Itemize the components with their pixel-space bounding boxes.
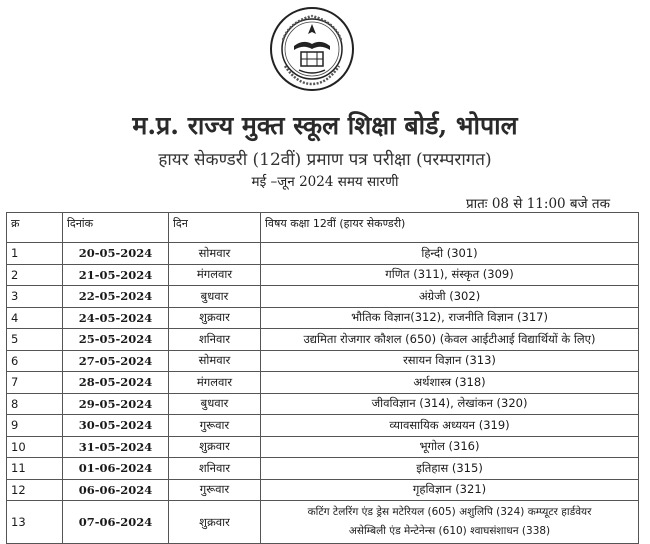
row-day: मंगलवार bbox=[169, 372, 261, 394]
row-subject: व्यावसायिक अध्ययन (319) bbox=[261, 415, 639, 437]
row-day: बुधवार bbox=[169, 393, 261, 415]
row-serial: 6 bbox=[7, 350, 63, 372]
row-date: 25-05-2024 bbox=[63, 329, 169, 351]
exam-time: प्रातः 08 से 11:00 बजे तक bbox=[465, 196, 610, 212]
row-subject: अंग्रेजी (302) bbox=[261, 286, 639, 308]
page-title: म.प्र. राज्य मुक्त स्कूल शिक्षा बोर्ड, भोपाल bbox=[132, 111, 518, 140]
board-seal-logo bbox=[269, 6, 355, 92]
row-serial: 12 bbox=[7, 479, 63, 501]
row-day: बुधवार bbox=[169, 286, 261, 308]
header-serial: क्र bbox=[7, 213, 63, 243]
row-day: गुरूवार bbox=[169, 415, 261, 437]
row-serial: 1 bbox=[7, 243, 63, 265]
row-subject: उद्यमिता रोजगार कौशल (650) (केवल आईटीआई विद्यार्थियों के लिए) bbox=[261, 329, 639, 351]
row-date: 24-05-2024 bbox=[63, 307, 169, 329]
exam-subtitle: हायर सेकण्डरी (12वीं) प्रमाण पत्र परीक्षा (परम्परागत) bbox=[158, 150, 492, 170]
row-day: गुरूवार bbox=[169, 479, 261, 501]
table-row bbox=[7, 350, 639, 372]
table-row bbox=[7, 329, 639, 351]
row-serial: 5 bbox=[7, 329, 63, 351]
row-day: शुक्रवार bbox=[169, 436, 261, 458]
row-date: 01-06-2024 bbox=[63, 458, 169, 480]
table-header-row bbox=[7, 213, 639, 243]
header-subject: विषय कक्षा 12वीं (हायर सेकण्डरी) bbox=[261, 213, 639, 243]
row-subject: भौतिक विज्ञान(312), राजनीति विज्ञान (317) bbox=[261, 307, 639, 329]
row-date: 31-05-2024 bbox=[63, 436, 169, 458]
row-subject: भूगोल (316) bbox=[261, 436, 639, 458]
row-subject-line-1: कटिंग टेलरिंग एंड ड्रेस मटेरियल (605) अशुलिपि (324) कम्प्यूटर हार्डवेयर bbox=[307, 506, 592, 518]
row-date: 21-05-2024 bbox=[63, 264, 169, 286]
row-date: 22-05-2024 bbox=[63, 286, 169, 308]
table-row bbox=[7, 393, 639, 415]
row-serial: 7 bbox=[7, 372, 63, 394]
header-date: दिनांक bbox=[63, 213, 169, 243]
row-date: 27-05-2024 bbox=[63, 350, 169, 372]
row-serial: 11 bbox=[7, 458, 63, 480]
row-serial: 2 bbox=[7, 264, 63, 286]
row-serial: 4 bbox=[7, 307, 63, 329]
row-day: शनिवार bbox=[169, 329, 261, 351]
table-row bbox=[7, 372, 639, 394]
row-day: शनिवार bbox=[169, 458, 261, 480]
table-row bbox=[7, 286, 639, 308]
row-serial: 13 bbox=[7, 501, 63, 544]
row-date: 30-05-2024 bbox=[63, 415, 169, 437]
row-day: सोमवार bbox=[169, 350, 261, 372]
table-row bbox=[7, 458, 639, 480]
row-subject: रसायन विज्ञान (313) bbox=[261, 350, 639, 372]
row-date: 20-05-2024 bbox=[63, 243, 169, 265]
row-date: 07-06-2024 bbox=[63, 501, 169, 544]
schedule-table bbox=[6, 212, 639, 544]
row-subject: अर्थशास्त्र (318) bbox=[261, 372, 639, 394]
row-serial: 10 bbox=[7, 436, 63, 458]
table-row bbox=[7, 307, 639, 329]
row-subject-line-2: असेम्बिली एंड मेन्टेनेन्स (610) श्वाघसंशाधन (338) bbox=[348, 525, 551, 537]
table-row bbox=[7, 264, 639, 286]
table-row bbox=[7, 501, 639, 544]
row-subject bbox=[261, 501, 639, 544]
header-day: दिन bbox=[169, 213, 261, 243]
row-day: शुक्रवार bbox=[169, 501, 261, 544]
row-date: 06-06-2024 bbox=[63, 479, 169, 501]
row-subject: हिन्दी (301) bbox=[261, 243, 639, 265]
row-date: 28-05-2024 bbox=[63, 372, 169, 394]
row-subject: गणित (311), संस्कृत (309) bbox=[261, 264, 639, 286]
session-label: मई –जून 2024 समय सारणी bbox=[251, 174, 399, 190]
row-date: 29-05-2024 bbox=[63, 393, 169, 415]
row-serial: 8 bbox=[7, 393, 63, 415]
row-day: सोमवार bbox=[169, 243, 261, 265]
table-row bbox=[7, 243, 639, 265]
row-subject: गृहविज्ञान (321) bbox=[261, 479, 639, 501]
table-row bbox=[7, 436, 639, 458]
row-serial: 3 bbox=[7, 286, 63, 308]
row-day: मंगलवार bbox=[169, 264, 261, 286]
row-serial: 9 bbox=[7, 415, 63, 437]
table-row bbox=[7, 415, 639, 437]
table-row bbox=[7, 479, 639, 501]
row-subject: जीवविज्ञान (314), लेखांकन (320) bbox=[261, 393, 639, 415]
row-subject: इतिहास (315) bbox=[261, 458, 639, 480]
row-day: शुक्रवार bbox=[169, 307, 261, 329]
